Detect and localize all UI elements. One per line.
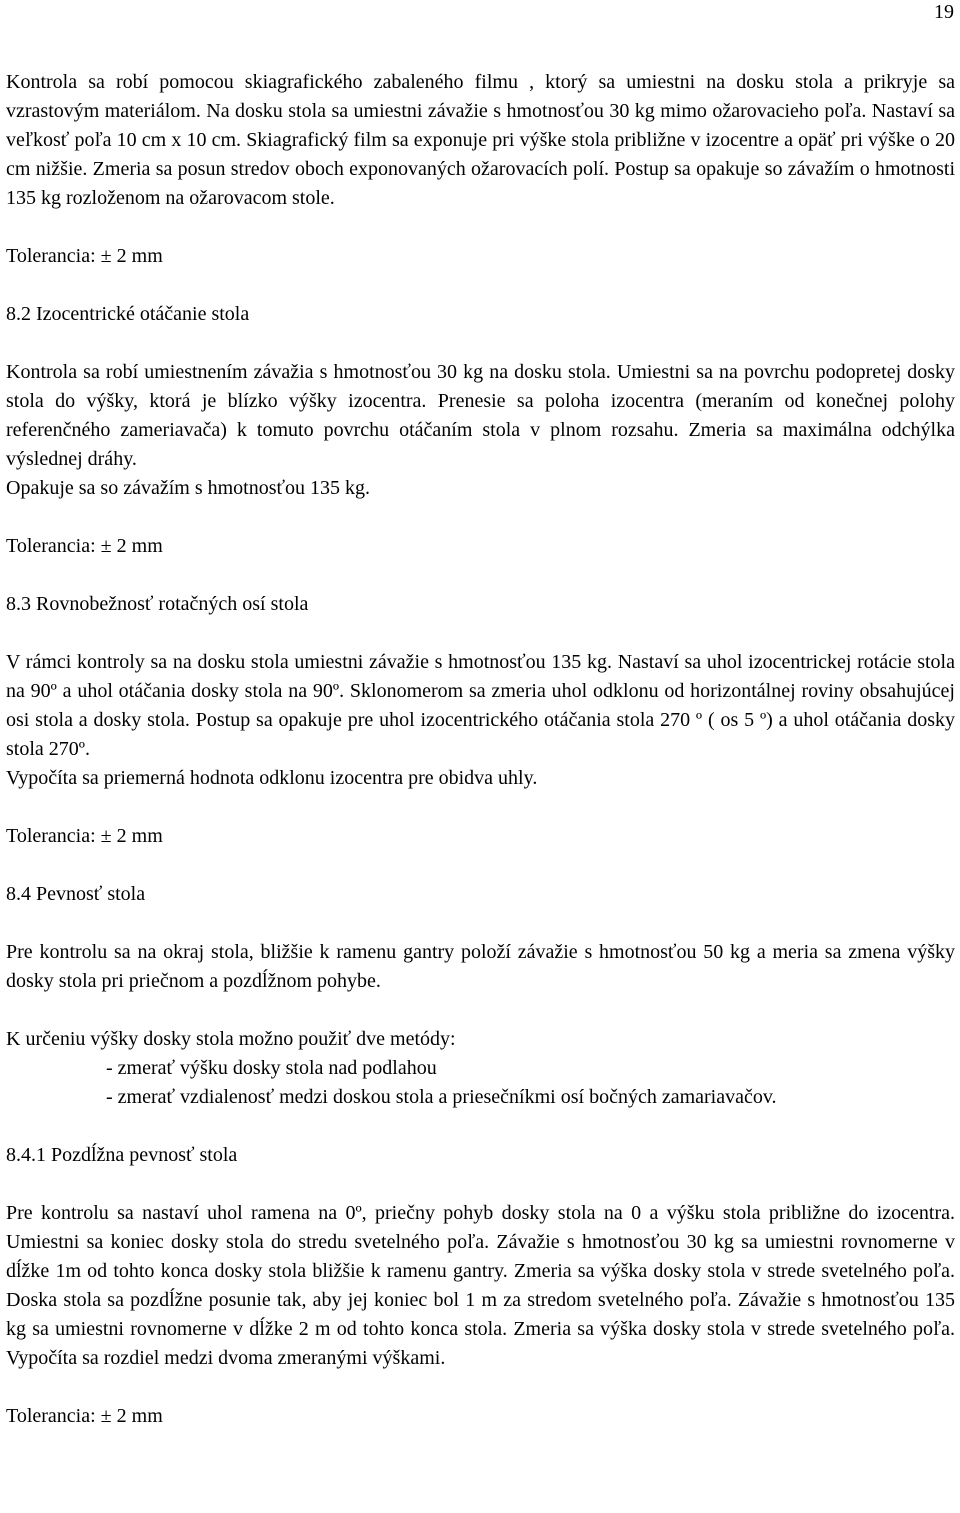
section-8-2-paragraph: Kontrola sa robí umiestnením závažia s hmotnosťou 30 kg na dosku stola. Umiestni sa na povrchu podopretej dosky stola do výšky, ktorá je blízko výšky izocentra. Prenesie sa poloha izocentra (meraním od konečnej polohy referenčného zameriavača) k tomuto povrchu otáčaním stola v plnom rozsahu. Zmeria sa maximálna odchýlka výslednej dráhy. xyxy=(6,361,955,470)
method-item-1: - zmerať výšku dosky stola nad podlahou xyxy=(106,1057,437,1079)
section-8-2-paragraph-2: Opakuje sa so závažím s hmotnosťou 135 kg. xyxy=(6,477,371,499)
section-8-3-heading: 8.3 Rovnobežnosť rotačných osí stola xyxy=(6,593,309,615)
document-body xyxy=(6,68,955,1431)
section-8-3-tolerance: Tolerancia: ± 2 mm xyxy=(6,825,163,847)
section-8-2-tolerance: Tolerancia: ± 2 mm xyxy=(6,535,163,557)
intro-paragraph: Kontrola sa robí pomocou skiagrafického zabaleného filmu , ktorý sa umiestni na dosku stola a prikryje sa vzrastovým materiálom. Na dosku stola sa umiestni závažie s hmotnosťou 30 kg mimo ožarovacieho poľa. Nastaví sa veľkosť poľa 10 cm x 10 cm. Skiagrafický film sa exponuje pri výške stola približne v izocentre a opäť pri výške o 20 cm nižšie. Zmeria sa posun stredov oboch exponovaných ožarovacích polí. Postup sa opakuje so závažím o hmotnosti 135 kg rozloženom na ožarovacom stole. xyxy=(6,71,955,209)
methods-intro: K určeniu výšky dosky stola možno použiť dve metódy: xyxy=(6,1028,456,1050)
section-8-4-1-heading: 8.4.1 Pozdĺžna pevnosť stola xyxy=(6,1144,238,1166)
section-8-4-heading: 8.4 Pevnosť stola xyxy=(6,883,146,905)
section-8-4-1-paragraph: Pre kontrolu sa nastaví uhol ramena na 0º, priečny pohyb dosky stola na 0 a výšku stola približne do izocentra. Umiestni sa koniec dosky stola do stredu svetelného poľa. Závažie s hmotnosťou 30 kg sa umiestni rovnomerne v dĺžke 1m od tohto konca dosky stola bližšie k ramenu gantry. Zmeria sa výška dosky stola v strede svetelného poľa. Doska stola sa pozdĺžne posunie tak, aby jej koniec bol 1 m za stredom svetelného poľa. Závažie s hmotnosťou 135 kg sa umiestni rovnomerne v dĺžke 2 m od tohto konca stola. Zmeria sa výška dosky stola v strede svetelného poľa. Vypočíta sa rozdiel medzi dvoma zmeranými výškami. xyxy=(6,1202,955,1369)
section-8-3-paragraph: V rámci kontroly sa na dosku stola umiestni závažie s hmotnosťou 135 kg. Nastaví sa uhol izocentrickej rotácie stola na 90º a uhol otáčania dosky stola na 90º. Sklonomerom sa zmeria uhol odklonu od horizontálnej roviny obsahujúcej osi stola a dosky stola. Postup sa opakuje pre uhol izocentrického otáčania stola 270 º ( os 5 º) a uhol otáčania dosky stola 270º. xyxy=(6,651,955,760)
intro-tolerance: Tolerancia: ± 2 mm xyxy=(6,245,163,267)
method-item-2: - zmerať vzdialenosť medzi doskou stola a priesečníkmi osí bočných zamariavačov. xyxy=(106,1086,777,1108)
section-8-4-1-tolerance: Tolerancia: ± 2 mm xyxy=(6,1405,163,1427)
page-number: 19 xyxy=(934,1,954,23)
section-8-3-paragraph-2: Vypočíta sa priemerná hodnota odklonu izocentra pre obidva uhly. xyxy=(6,767,538,789)
section-8-2-heading: 8.2 Izocentrické otáčanie stola xyxy=(6,303,250,325)
section-8-4-paragraph: Pre kontrolu sa na okraj stola, bližšie k ramenu gantry položí závažie s hmotnosťou 50 kg a meria sa zmena výšky dosky stola pri priečnom a pozdĺžnom pohybe. xyxy=(6,941,955,992)
